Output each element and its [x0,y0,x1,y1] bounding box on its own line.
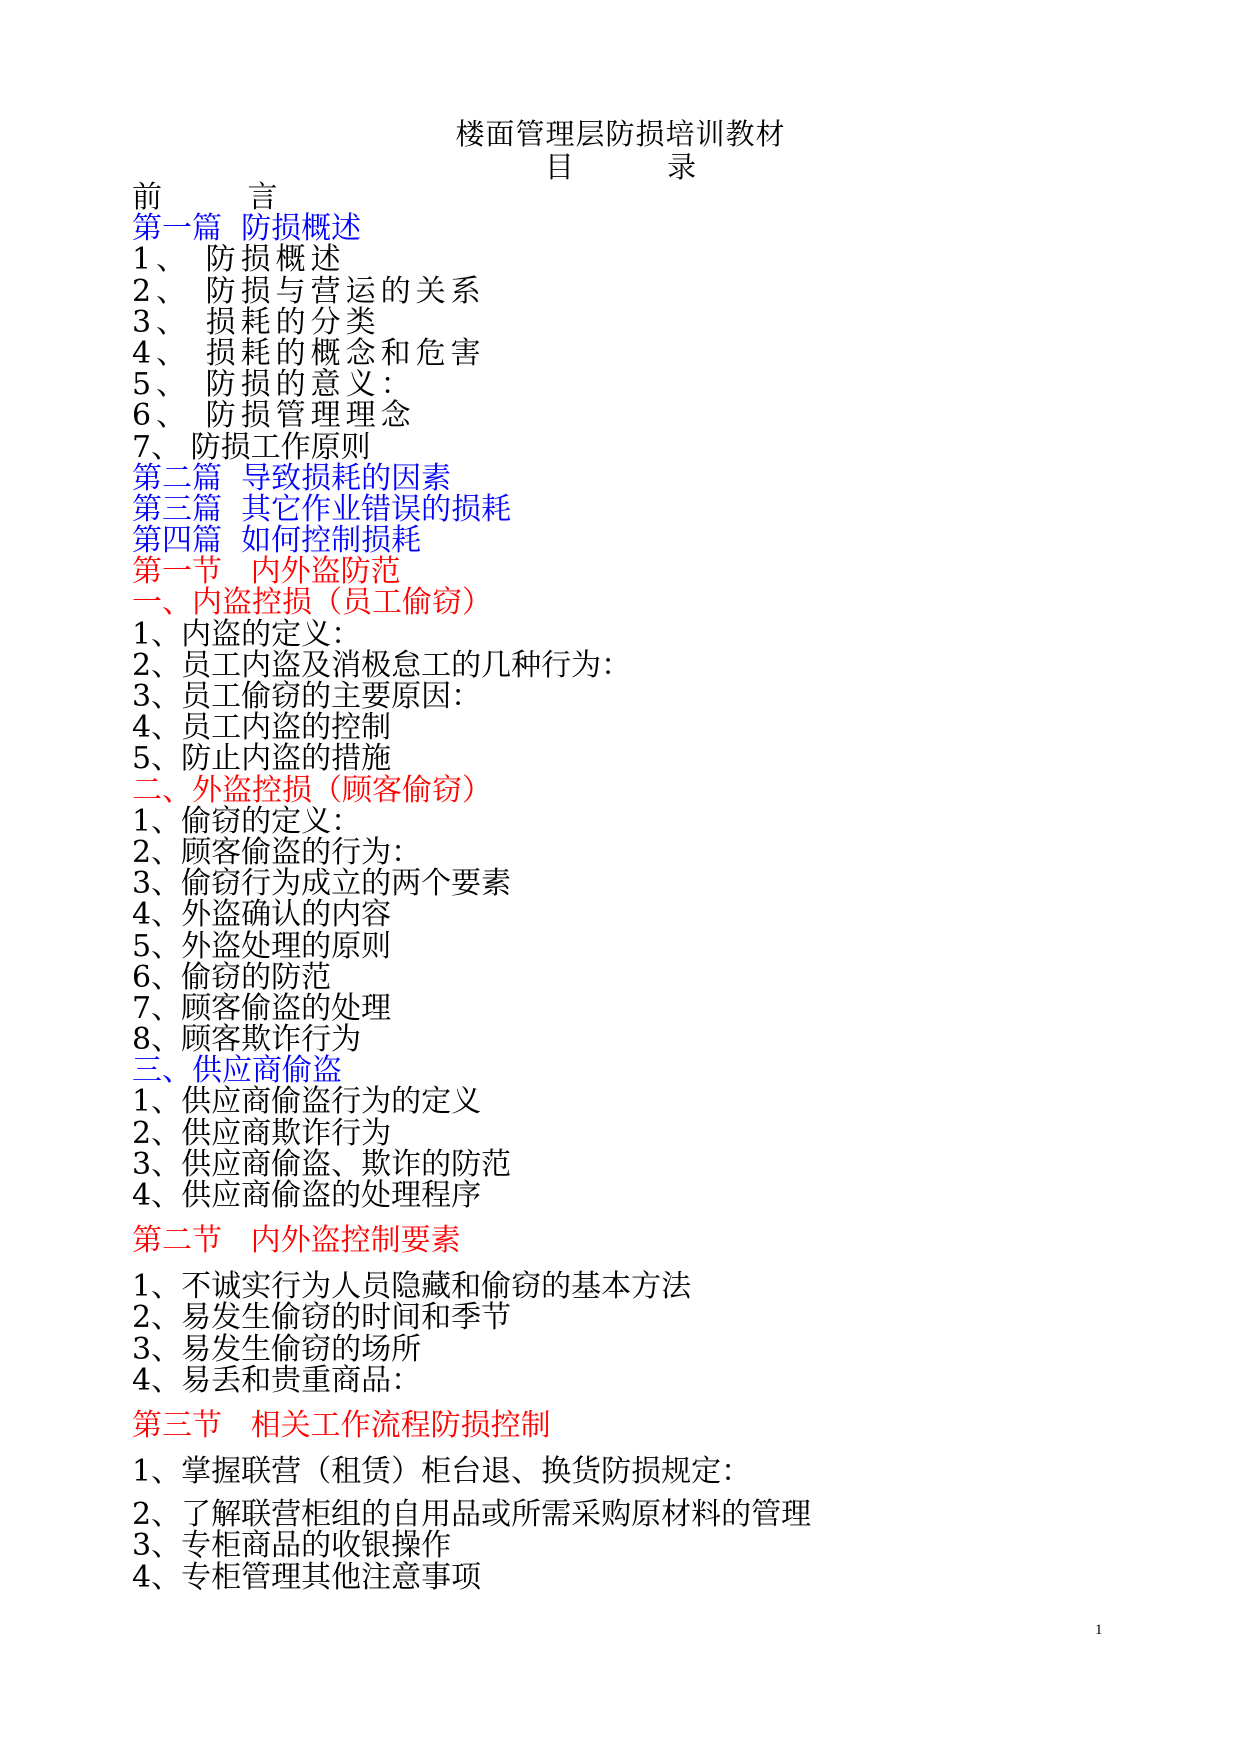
toc-item: 4、易丢和贵重商品： [132,1362,422,1398]
toc-item: 3、员工偷窃的主要原因： [132,679,482,714]
toc-part-4-heading: 第四篇 如何控制损耗 [132,523,422,559]
toc-item: 4、员工内盗的控制 [132,710,392,746]
toc-item: 7、顾客偷盗的处理 [132,990,392,1026]
toc-subsection-heading: 二、外盗控损（顾客偷窃） [132,772,492,808]
toc-section-2-heading: 第二节 内外盗控制要素 [132,1223,461,1259]
toc-item: 2、供应商欺诈行为 [132,1115,392,1151]
toc-item: 5、外盗处理的原则 [132,928,392,964]
toc-subsection-heading: 三、供应商偷盗 [132,1053,342,1089]
toc-part-2-heading: 第二篇 导致损耗的因素 [132,460,452,496]
toc-item: 4、供应商偷盗的处理程序 [132,1178,482,1213]
toc-item: 2、顾客偷盗的行为： [132,834,422,870]
toc-item: 1、掌握联营（租赁）柜台退、换货防损规定： [132,1453,752,1489]
toc-item: 3、供应商偷盗、欺诈的防范 [132,1146,512,1182]
toc-title: 目 录 [544,150,739,184]
toc-item: 8、顾客欺诈行为 [132,1022,362,1058]
toc-item: 3、偷窃行为成立的两个要素 [132,866,512,902]
table-of-contents [132,182,1132,1593]
toc-item: 2、易发生偷窃的时间和季节 [132,1300,512,1336]
toc-item: 4、外盗确认的内容 [132,897,392,933]
toc-item: 2、员工内盗及消极怠工的几种行为： [132,647,632,683]
toc-item: 5、防止内盗的措施 [132,741,392,777]
page-number: 1 [1095,1622,1103,1638]
toc-part-1-heading: 第一篇 防损概述 [132,211,362,247]
toc-item: 2、 防损与营运的关系 [132,273,486,309]
toc-section-1-heading: 第一节 内外盗防范 [132,554,401,590]
toc-item: 6、 防损管理理念 [132,398,416,434]
toc-item: 7、 防损工作原则 [132,429,371,465]
document-title: 楼面管理层防损培训教材 [455,117,786,151]
toc-item: 3、专柜商品的收银操作 [132,1528,452,1564]
toc-item: 4、 损耗的概念和危害 [132,335,486,371]
toc-item: 1、 防损概述 [132,242,346,278]
toc-subsection-heading: 一、内盗控损（员工偷窃） [132,585,492,621]
toc-item: 2、了解联营柜组的自用品或所需采购原材料的管理 [132,1497,812,1533]
toc-part-3-heading: 第三篇 其它作业错误的损耗 [132,491,512,527]
toc-item: 6、偷窃的防范 [132,959,332,995]
toc-foreword: 前 言 [132,180,316,215]
toc-item: 1、偷窃的定义： [132,803,362,839]
toc-section-3-heading: 第三节 相关工作流程防损控制 [132,1407,551,1443]
toc-item: 4、专柜管理其他注意事项 [132,1559,482,1595]
toc-item: 1、内盗的定义： [132,616,362,652]
toc-item: 5、 防损的意义： [132,367,416,403]
toc-item: 3、易发生偷窃的场所 [132,1331,422,1367]
toc-item: 1、供应商偷盗行为的定义 [132,1084,482,1120]
toc-item: 1、不诚实行为人员隐藏和偷窃的基本方法 [132,1269,692,1305]
toc-item: 3、 损耗的分类 [132,304,381,340]
